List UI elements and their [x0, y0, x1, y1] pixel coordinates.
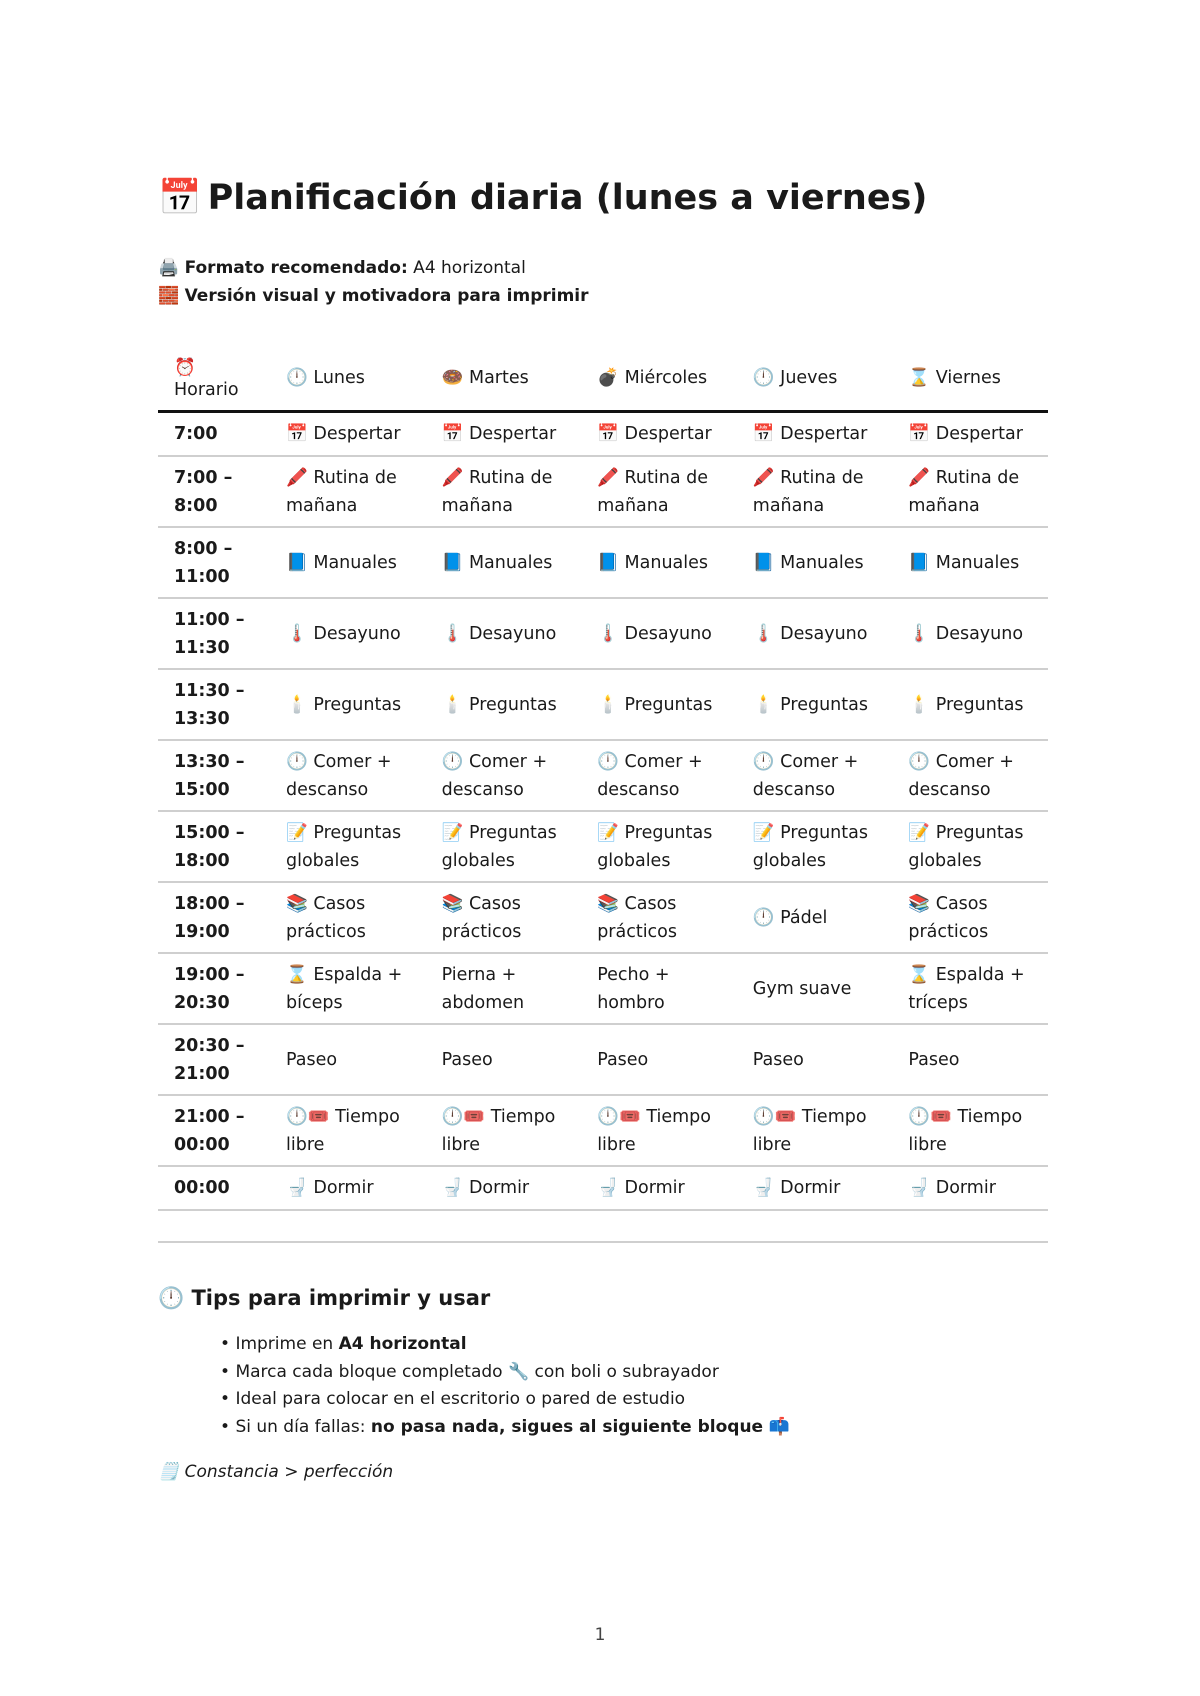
- activity-cell: 🌡️ Desayuno: [892, 598, 1048, 669]
- activity-cell: 🌡️ Desayuno: [270, 598, 426, 669]
- clock-icon: 🕛: [752, 367, 775, 388]
- activity-cell: 📘 Manuales: [892, 527, 1048, 598]
- brick-icon: 🧱: [158, 286, 180, 306]
- activity-cell: 🖍️ Rutina de mañana: [270, 456, 426, 527]
- header-miercoles: [581, 345, 737, 412]
- activity-cell: Paseo: [892, 1024, 1048, 1095]
- activity-cell: 📝 Preguntas globales: [270, 811, 426, 882]
- tip-item: [220, 1359, 1048, 1387]
- table-row: [158, 669, 1048, 740]
- tips-list: [158, 1331, 1048, 1441]
- tip-text: Ideal para colocar en el escritorio o pared de estudio: [235, 1389, 686, 1409]
- table-row: [158, 740, 1048, 811]
- time-cell: 18:00 – 19:00: [158, 882, 270, 953]
- version-line: [158, 282, 1048, 310]
- donut-icon: 🍩: [441, 367, 464, 388]
- printer-icon: 🖨️: [158, 258, 180, 278]
- activity-cell: 📝 Preguntas globales: [892, 811, 1048, 882]
- schedule-table: [158, 345, 1048, 1211]
- activity-cell: 🚽 Dormir: [581, 1166, 737, 1210]
- activity-cell: 🕯️ Preguntas: [737, 669, 893, 740]
- tip-emphasis: A4 horizontal: [338, 1334, 467, 1354]
- activity-cell: 🚽 Dormir: [426, 1166, 582, 1210]
- page-number: 1: [594, 1625, 606, 1645]
- activity-cell: 📅 Despertar: [892, 412, 1048, 457]
- activity-cell: 📚 Casos prácticos: [892, 882, 1048, 953]
- activity-cell: 📘 Manuales: [737, 527, 893, 598]
- activity-cell: 🕛🎟️ Tiempo libre: [892, 1095, 1048, 1166]
- tip-emphasis: no pasa nada, sigues al siguiente bloque: [370, 1416, 764, 1437]
- version-label: Versión visual y motivadora para imprimir: [184, 286, 589, 306]
- document-page: [158, 168, 1048, 1487]
- activity-cell: 📅 Despertar: [737, 412, 893, 457]
- time-cell: 20:30 – 21:00: [158, 1024, 270, 1095]
- tip-text: Si un día fallas:: [235, 1416, 371, 1437]
- activity-cell: 📅 Despertar: [581, 412, 737, 457]
- activity-cell: 🚽 Dormir: [892, 1166, 1048, 1210]
- header-label: Miércoles: [624, 367, 708, 388]
- format-label: Formato recomendado:: [184, 258, 408, 278]
- tip-item: [220, 1331, 1048, 1359]
- table-row: [158, 1166, 1048, 1210]
- table-row: [158, 598, 1048, 669]
- activity-cell: 📝 Preguntas globales: [737, 811, 893, 882]
- activity-cell: 🕛 Comer + descanso: [737, 740, 893, 811]
- header-label: Jueves: [780, 367, 838, 388]
- table-header-row: [158, 345, 1048, 412]
- tip-item: [220, 1414, 1048, 1442]
- activity-cell: ⌛ Espalda + tríceps: [892, 953, 1048, 1024]
- tips-title-text: Tips para imprimir y usar: [191, 1286, 491, 1310]
- activity-cell: 🕯️ Preguntas: [270, 669, 426, 740]
- table-row: [158, 412, 1048, 457]
- activity-cell: 🌡️ Desayuno: [737, 598, 893, 669]
- time-cell: 15:00 – 18:00: [158, 811, 270, 882]
- page-title-text: Planificación diaria (lunes a viernes): [207, 178, 928, 218]
- tips-heading: [158, 1281, 1048, 1315]
- calendar-icon: 📅: [158, 178, 202, 218]
- clock-icon: 🕛: [286, 367, 308, 388]
- activity-cell: 🕯️ Preguntas: [892, 669, 1048, 740]
- time-cell: 7:00 – 8:00: [158, 456, 270, 527]
- table-row: [158, 456, 1048, 527]
- divider: [158, 1241, 1048, 1243]
- bomb-icon: 💣: [597, 367, 619, 388]
- activity-cell: 📅 Despertar: [426, 412, 582, 457]
- header-viernes: [892, 345, 1048, 412]
- activity-cell: 🚽 Dormir: [270, 1166, 426, 1210]
- clock-icon: 🕛: [158, 1286, 185, 1310]
- motto-text: Constancia > perfección: [184, 1462, 394, 1482]
- tip-item: [220, 1386, 1048, 1414]
- format-value: A4 horizontal: [407, 258, 526, 278]
- activity-cell: 📚 Casos prácticos: [581, 882, 737, 953]
- activity-cell: 🖍️ Rutina de mañana: [581, 456, 737, 527]
- activity-cell: 📚 Casos prácticos: [270, 882, 426, 953]
- tip-text: Imprime en: [235, 1334, 339, 1354]
- alarm-clock-icon: ⏰: [174, 357, 196, 378]
- time-cell: 7:00: [158, 412, 270, 457]
- activity-cell: 🕛🎟️ Tiempo libre: [581, 1095, 737, 1166]
- header-label: Lunes: [313, 367, 365, 388]
- time-cell: 11:00 – 11:30: [158, 598, 270, 669]
- table-row: [158, 882, 1048, 953]
- activity-cell: 🕛 Comer + descanso: [426, 740, 582, 811]
- activity-cell: 🕛🎟️ Tiempo libre: [270, 1095, 426, 1166]
- activity-cell: 🌡️ Desayuno: [426, 598, 582, 669]
- activity-cell: 📘 Manuales: [270, 527, 426, 598]
- tip-text: 📫: [763, 1416, 790, 1437]
- activity-cell: 🌡️ Desayuno: [581, 598, 737, 669]
- header-label: Viernes: [935, 367, 1001, 388]
- time-cell: 13:30 – 15:00: [158, 740, 270, 811]
- activity-cell: 🕛🎟️ Tiempo libre: [426, 1095, 582, 1166]
- time-cell: 00:00: [158, 1166, 270, 1210]
- table-row: [158, 527, 1048, 598]
- table-row: [158, 1024, 1048, 1095]
- header-lunes: [270, 345, 426, 412]
- activity-cell: 🖍️ Rutina de mañana: [426, 456, 582, 527]
- activity-cell: Gym suave: [737, 953, 893, 1024]
- notepad-icon: 🗒️: [158, 1462, 180, 1482]
- header-label: Horario: [174, 379, 239, 400]
- header-label: Martes: [468, 367, 529, 388]
- tip-text: Marca cada bloque completado 🔧 con boli o subrayador: [235, 1361, 719, 1382]
- activity-cell: 📚 Casos prácticos: [426, 882, 582, 953]
- activity-cell: Paseo: [581, 1024, 737, 1095]
- activity-cell: Paseo: [426, 1024, 582, 1095]
- time-cell: 8:00 – 11:00: [158, 527, 270, 598]
- activity-cell: ⌛ Espalda + bíceps: [270, 953, 426, 1024]
- activity-cell: 🖍️ Rutina de mañana: [737, 456, 893, 527]
- activity-cell: 🖍️ Rutina de mañana: [892, 456, 1048, 527]
- header-jueves: [737, 345, 893, 412]
- hourglass-icon: ⌛: [908, 367, 931, 388]
- activity-cell: 📝 Preguntas globales: [581, 811, 737, 882]
- header-horario: [158, 345, 270, 412]
- activity-cell: Pecho + hombro: [581, 953, 737, 1024]
- header-martes: [426, 345, 582, 412]
- activity-cell: Paseo: [270, 1024, 426, 1095]
- activity-cell: 🕛🎟️ Tiempo libre: [737, 1095, 893, 1166]
- activity-cell: 🕛 Comer + descanso: [892, 740, 1048, 811]
- activity-cell: 🚽 Dormir: [737, 1166, 893, 1210]
- activity-cell: Paseo: [737, 1024, 893, 1095]
- activity-cell: 🕯️ Preguntas: [426, 669, 582, 740]
- time-cell: 11:30 – 13:30: [158, 669, 270, 740]
- time-cell: 19:00 – 20:30: [158, 953, 270, 1024]
- activity-cell: 📘 Manuales: [426, 527, 582, 598]
- activity-cell: 🕯️ Preguntas: [581, 669, 737, 740]
- activity-cell: Pierna + abdomen: [426, 953, 582, 1024]
- activity-cell: 🕛 Comer + descanso: [581, 740, 737, 811]
- table-row: [158, 811, 1048, 882]
- activity-cell: 🕛 Comer + descanso: [270, 740, 426, 811]
- activity-cell: 📅 Despertar: [270, 412, 426, 457]
- activity-cell: 📝 Preguntas globales: [426, 811, 582, 882]
- format-line: [158, 254, 1048, 282]
- table-row: [158, 953, 1048, 1024]
- motto: [158, 1457, 1048, 1487]
- document-meta: [158, 254, 1048, 310]
- time-cell: 21:00 – 00:00: [158, 1095, 270, 1166]
- activity-cell: 🕛 Pádel: [737, 882, 893, 953]
- table-row: [158, 1095, 1048, 1166]
- activity-cell: 📘 Manuales: [581, 527, 737, 598]
- schedule-body: [158, 412, 1048, 1211]
- page-title: [158, 168, 1048, 228]
